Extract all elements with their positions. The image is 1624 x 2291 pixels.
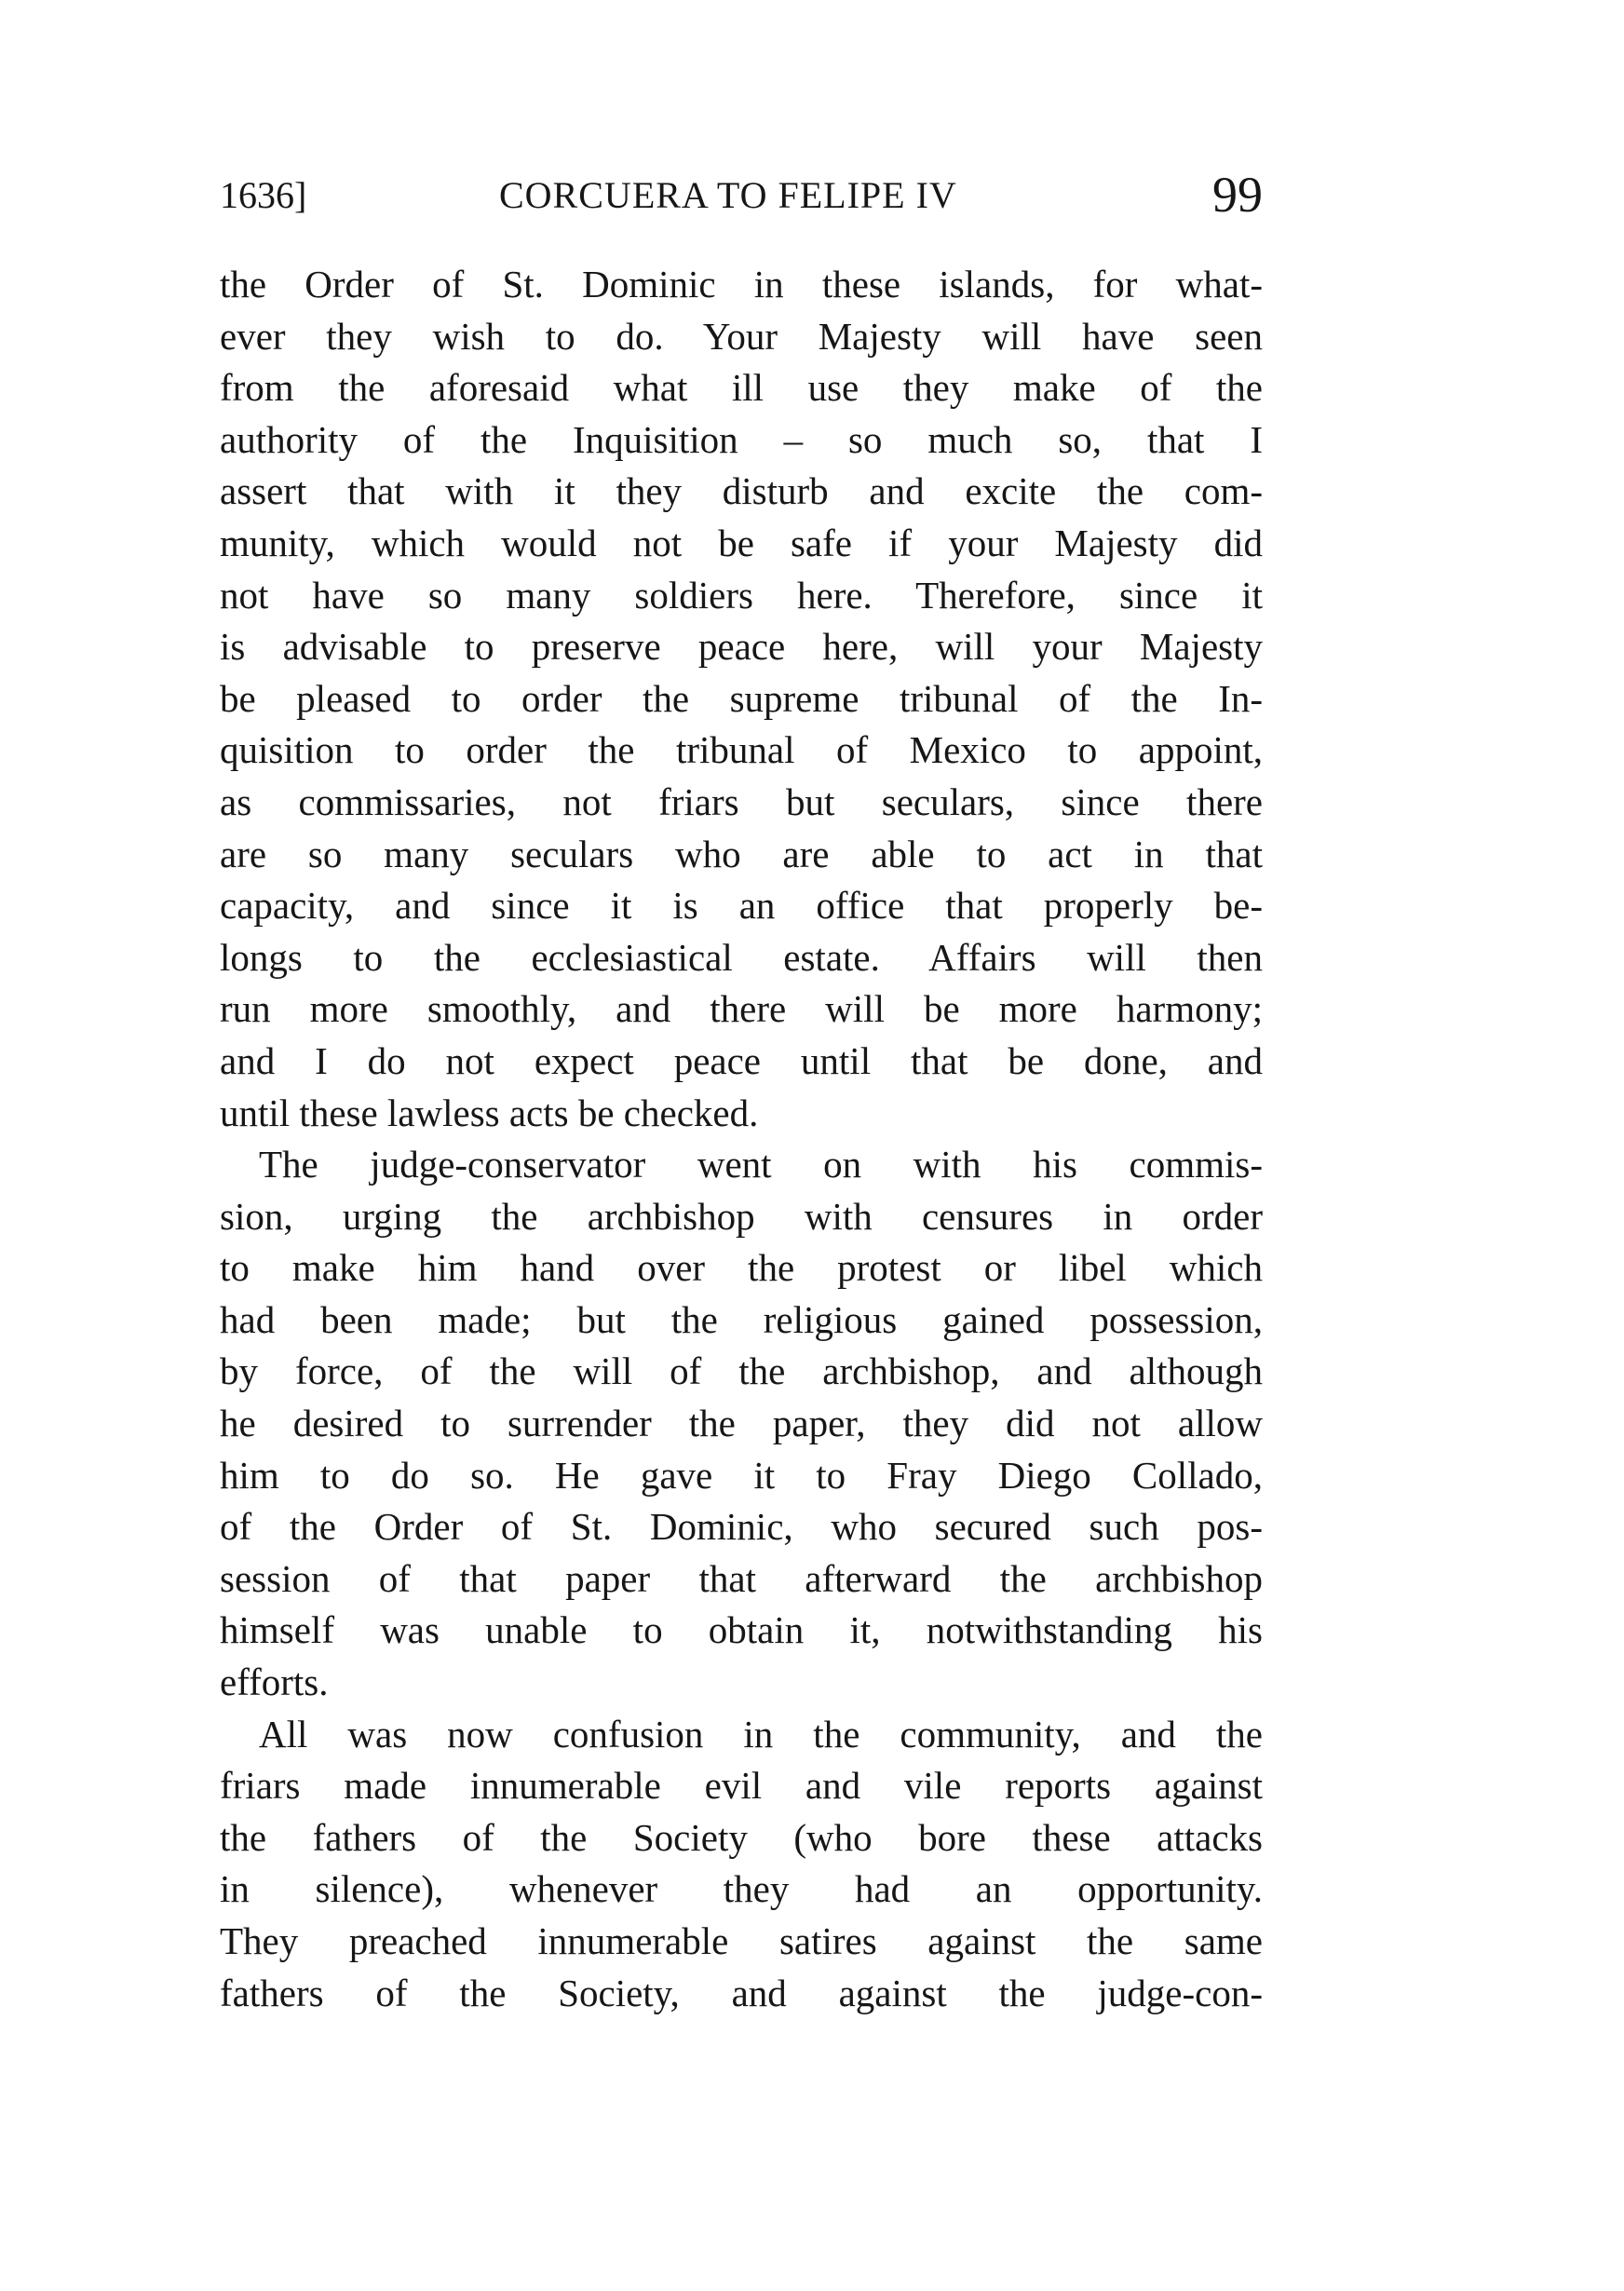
- text-line: in silence), whenever they had an opportunity.: [220, 1867, 1263, 1911]
- text-line: fathers of the Society, and against the judge-con-: [220, 1971, 1263, 2014]
- text-line: efforts.: [220, 1661, 329, 1704]
- text-line: the fathers of the Society (who bore these attacks: [220, 1815, 1263, 1859]
- text-line: are so many seculars who are able to act in that: [220, 832, 1263, 875]
- text-line: to make him hand over the protest or libel which: [220, 1246, 1263, 1290]
- text-line: himself was unable to obtain it, notwithstanding his: [220, 1608, 1263, 1652]
- text-line: he desired to surrender the paper, they did not allow: [220, 1402, 1263, 1445]
- text-line: him to do so. He gave it to Fray Diego Collado,: [220, 1453, 1263, 1497]
- text-line: munity, which would not be safe if your Majesty did: [220, 521, 1263, 564]
- text-line: the Order of St. Dominic in these islands, for what-: [220, 263, 1263, 305]
- body-text: [220, 259, 1263, 2019]
- page-number: 99: [1212, 167, 1263, 223]
- text-line: until these lawless acts be checked.: [220, 1091, 759, 1134]
- running-title: CORCUERA TO FELIPE IV: [499, 174, 957, 216]
- text-line: as commissaries, not friars but seculars, since there: [220, 779, 1263, 823]
- text-line: from the aforesaid what ill use they make of the: [220, 366, 1263, 410]
- paragraph: [220, 1709, 1263, 2020]
- text-line: friars made innumerable evil and vile reports against: [220, 1764, 1263, 1808]
- text-line: capacity, and since it is an office that properly be-: [220, 884, 1263, 928]
- text-line: authority of the Inquisition – so much so, that I: [220, 417, 1263, 461]
- text-line: of the Order of St. Dominic, who secured such pos-: [220, 1505, 1263, 1549]
- text-line: run more smoothly, and there will be more harmony;: [220, 987, 1263, 1031]
- text-line: not have so many soldiers here. Therefore, since it: [220, 573, 1263, 617]
- text-line: had been made; but the religious gained possession,: [220, 1297, 1263, 1341]
- header-year: 1636]: [220, 174, 307, 216]
- text-line: by force, of the will of the archbishop, and although: [220, 1349, 1263, 1393]
- text-line: ever they wish to do. Your Majesty will have seen: [220, 314, 1263, 358]
- text-line: All was now confusion in the community, and the: [259, 1712, 1263, 1756]
- text-line: be pleased to order the supreme tribunal of the In-: [220, 676, 1263, 720]
- text-line: session of that paper that afterward the archbishop: [220, 1556, 1263, 1600]
- paragraph: [220, 1139, 1263, 1709]
- text-line: assert that with it they disturb and excite the com-: [220, 469, 1263, 513]
- text-line: quisition to order the tribunal of Mexico to appoint,: [220, 728, 1263, 772]
- text-line: longs to the ecclesiastical estate. Affairs will then: [220, 935, 1263, 979]
- text-line: and I do not expect peace until that be done, and: [220, 1038, 1263, 1082]
- text-line: The judge-conservator went on with his commis-: [259, 1143, 1263, 1186]
- text-line: sion, urging the archbishop with censures in order: [220, 1194, 1263, 1238]
- text-line: They preached innumerable satires against the same: [220, 1919, 1263, 1962]
- paragraph: [220, 259, 1263, 1139]
- page-header: [220, 166, 1263, 231]
- text-line: is advisable to preserve peace here, will your Majesty: [220, 625, 1263, 669]
